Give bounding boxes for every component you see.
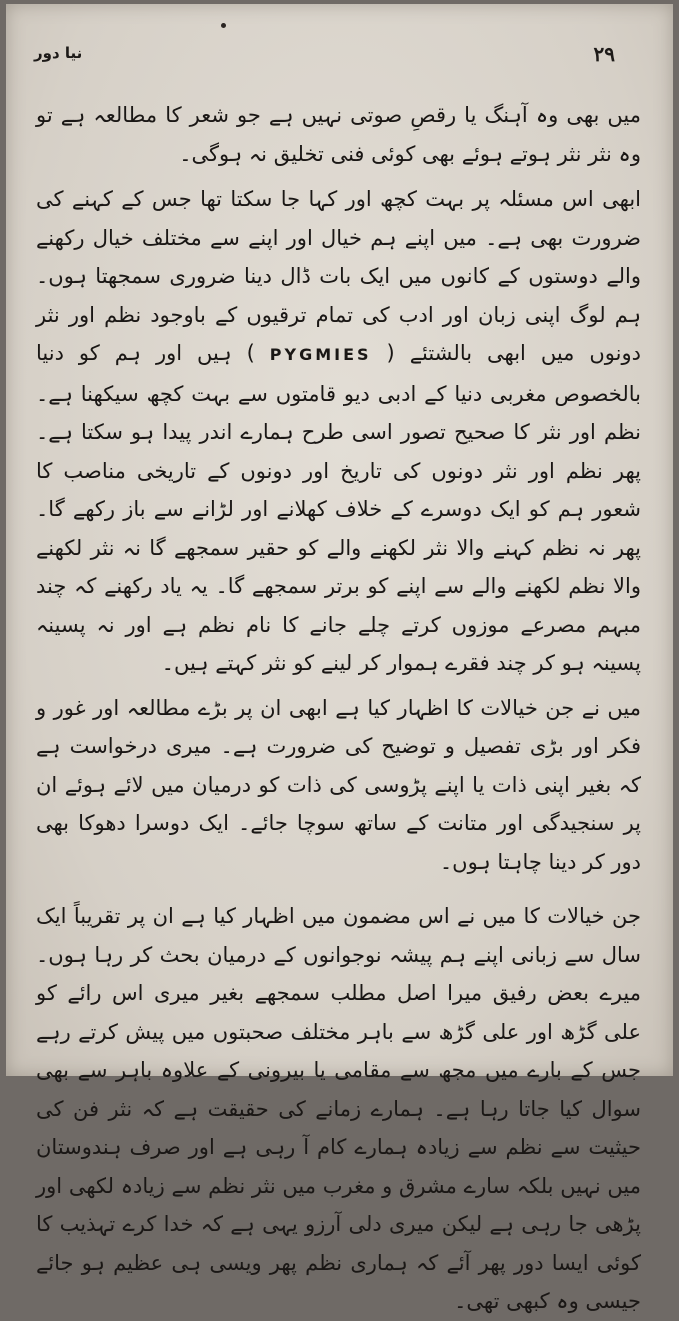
latin-term: PYGMIES <box>269 345 372 364</box>
paragraph-1: میں بھی وہ آہنگ یا رقصِ صوتی نہیں ہے جو شعر کا مطالعہ ہے تو وہ نثر نثر ہوتے ہوئے بھی کوئی فنی تخلیق نہ ہوگی۔ <box>36 103 641 166</box>
page-header <box>34 44 645 74</box>
paragraph-4: جن خیالات کا میں نے اس مضمون میں اظہار کیا ہے ان پر تقریباً ایک سال سے زبانی اپنے ہم پیشہ نوجوانوں کے درمیان بحث کر رہا ہوں۔ میرے بعض رفیق میرا اصل مطلب سمجھے بغیر میری اس رائے کو علی گڑھ اور علی گڑھ سے باہر مختلف صحبتوں میں پیش کرتے رہے جس کے بارے میں مجھ سے مقامی یا بیرونی کے علاوہ باہر سے بھی سوال کیا جاتا رہا ہے۔ ہمارے زمانے کی حقیقت ہے کہ نثر فن کی حیثیت سے نظم سے زیادہ ہمارے کام آ رہی ہے اور صرف ہندوستان میں نہیں بلکہ سارے مشرق و مغرب میں نثر نظم سے زیادہ لکھی اور پڑھی جا رہی ہے لیکن میری دلی آرزو یہی ہے کہ خدا کرے تہذیب کا کوئی ایسا دور پھر آئے کہ ہماری نظم پھر ویسی ہی عظیم ہو جائے جیسی وہ کبھی تھی۔ <box>36 904 641 1313</box>
body-text <box>36 96 641 1321</box>
book-page <box>6 4 673 1313</box>
running-title: نیا دور <box>34 44 83 62</box>
paragraph-3: میں نے جن خیالات کا اظہار کیا ہے ابھی ان پر بڑے مطالعہ اور غور و فکر اور بڑی تفصیل و توضیح کی ضرورت ہے۔ میری درخواست ہے کہ بغیر اپنی ذات یا اپنے پڑوسی کی ذات کو درمیان میں لائے ہوئے ان پر سنجیدگی اور متانت کے ساتھ سوچا جائے۔ ایک دوسرا دھوکا بھی دور کر دینا چاہتا ہوں۔ <box>36 695 641 874</box>
page-number: ۲۹ <box>593 42 615 66</box>
paragraph-2-part-2: ) ہیں اور ہم کو دنیا بالخصوص مغربی دنیا کے ادبی دیو قامتوں سے بہت کچھ سیکھنا ہے۔ نظم اور نثر کا صحیح تصور اسی طرح ہمارے اندر پیدا ہو سکتا ہے۔ پھر نظم اور نثر دونوں کی تاریخ اور دونوں کے تاریخی مناصب کا شعور ہم کو ایک دوسرے کے خلاف کھلانے اور لڑانے سے باز رکھے گا۔ پھر نہ نظم کہنے والا نثر لکھنے والے کو حقیر سمجھے گا نہ نثر لکھنے والا نظم لکھنے والے سے اپنے کو برتر سمجھے گا۔ یہ یاد رکھنے کہ چند مبہم مصرعے موزوں کرتے چلے جانے کا نام نظم ہے اور نہ پسینہ پسینہ ہو کر چند فقرے ہموار کر لینے کو نثر کہتے ہیں۔ <box>36 341 641 675</box>
paragraph-2-part-1: ابھی اس مسئلہ پر بہت کچھ اور کہا جا سکتا تھا جس کے کہنے کی ضرورت بھی ہے۔ میں اپنے ہم خیال اور اپنے سے مختلف خیال رکھنے والے دوستوں کے کانوں میں ایک بات ڈال دینا ضروری سمجھتا ہوں۔ ہم لوگ اپنی زبان اور ادب کی تمام ترقیوں کے باوجود نظم اور نثر دونوں میں ابھی بالشتئے ( <box>36 187 641 365</box>
ink-dot <box>221 23 226 28</box>
paragraph-2 <box>36 180 641 683</box>
